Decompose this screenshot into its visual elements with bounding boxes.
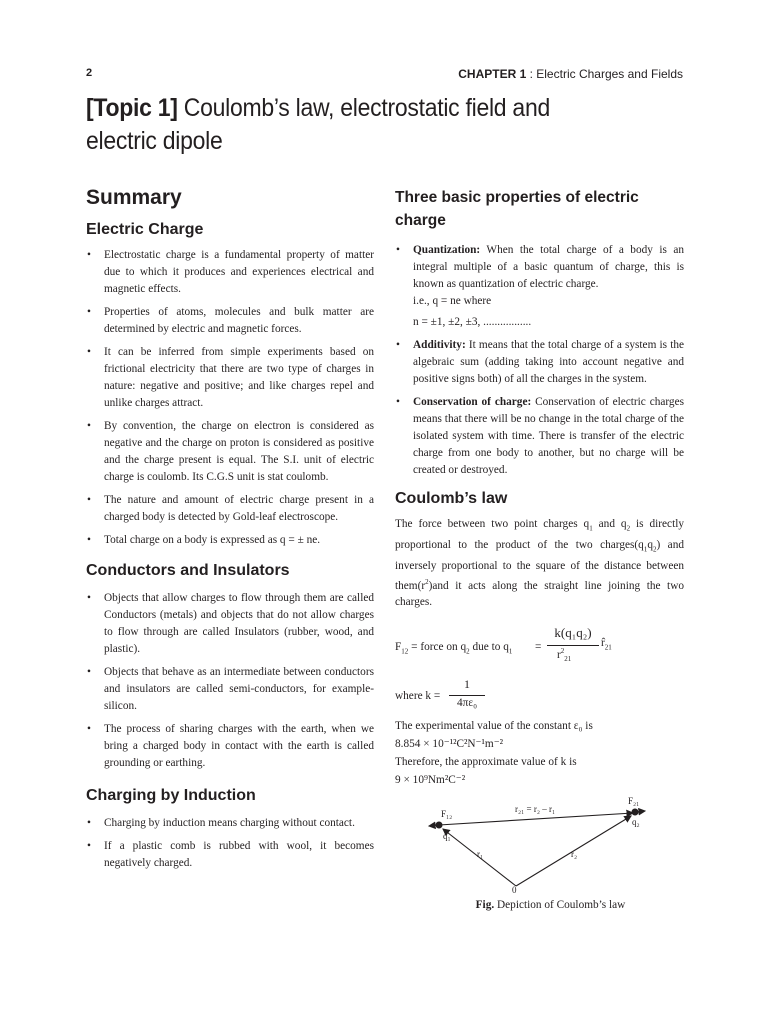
- chapter-title: Electric Charges and Fields: [536, 67, 683, 81]
- where-k: where k =: [395, 689, 441, 702]
- force-equation: [395, 625, 684, 673]
- topic-title-line2: electric dipole: [86, 127, 223, 155]
- charge-q2: [632, 808, 639, 815]
- chapter-separator: :: [526, 67, 537, 81]
- experimental-value: 8.854 × 10⁻¹²C²N⁻¹m⁻²: [395, 737, 504, 750]
- list-item: • If a plastic comb is rubbed with wool, it becomes negatively charged.: [87, 840, 374, 869]
- list-item: • Total charge on a body is expressed as q = ± ne.: [87, 534, 321, 546]
- list-item: • The nature and amount of electric charge present in a charged body is detected by Gold-leaf electroscope.: [87, 494, 374, 523]
- figure-caption: Fig. Depiction of Coulomb’s law: [475, 898, 626, 911]
- list-item: • The process of sharing charges with the earth, when we bring a charged body in contact with the earth is called grounding or earthing.: [87, 723, 374, 769]
- induction-list: [86, 815, 374, 872]
- topic-tag: [Topic 1]: [86, 94, 178, 122]
- list-item-quantization: • Quantization: When the total charge of a body is an integral multiple of a basic quantum of charge, this is known as quantization of electric charge. i.e., q = ne where n = ±1, ±2, ±3, .................: [396, 244, 684, 328]
- k-equation: [395, 677, 684, 717]
- f21-label: F₂₁: [628, 795, 640, 806]
- list-item: • Objects that behave as an intermediate between conductors and insulators are called semi-conductors, for example- silicon.: [87, 666, 374, 712]
- list-item: • By convention, the charge on electron is considered as negative and the charge on proton is considered as positive and the charge present is equal. The S.I. unit of electric charge is coulomb. Its C.G.S unit is stat coulomb.: [87, 420, 374, 483]
- list-item: • Charging by induction means charging without contact.: [87, 817, 355, 829]
- topic-title-line1: Coulomb’s law, electrostatic field and: [177, 94, 550, 122]
- charge-q1: [436, 821, 443, 828]
- experimental-value-text: The experimental value of the constant ε₀ is: [395, 719, 593, 732]
- page-number: 2: [86, 67, 93, 79]
- r21-label: r₂₁ = r₂ – r₁: [515, 803, 556, 814]
- list-item-conservation: • Conservation of charge: Conservation of electric charges means that there will be no change in the total charge of the isolated system with time. There is transfer of the electric charge from one body to another, but no charge will be created or destroyed.: [396, 396, 684, 476]
- conductors-heading: Conductors and Insulators: [86, 562, 290, 579]
- approx-value-text: Therefore, the approximate value of k is: [395, 755, 577, 768]
- properties-list: [395, 242, 684, 479]
- q1-label: q₁: [443, 830, 451, 841]
- list-item: • Objects that allow charges to flow through them are called Conductors (metals) and objects that do not allow charges to flow through are called Insulators (rubber, wood, and plastic).: [87, 592, 374, 655]
- equals-sign: =: [535, 640, 542, 653]
- chapter-label: CHAPTER 1: [458, 67, 527, 81]
- list-item-additivity: • Additivity: It means that the total charge of a system is the algebraic sum (adding taking into account negative and positive signs both) of all the charges in the system.: [396, 339, 684, 385]
- equation-numerator: k(q₁q₂): [554, 624, 592, 640]
- coulomb-figure: [395, 793, 684, 893]
- r1-label: r₁: [477, 848, 484, 859]
- running-header: [458, 67, 683, 81]
- q2-label: q₂: [632, 816, 640, 827]
- summary-heading: Summary: [86, 186, 182, 209]
- induction-heading: Charging by Induction: [86, 787, 256, 804]
- left-column: [86, 186, 374, 878]
- electric-charge-list: [86, 247, 374, 549]
- conductors-list: [86, 590, 374, 772]
- k-fraction-bar: [449, 695, 485, 696]
- origin-label: 0: [512, 884, 517, 893]
- equation-denominator: $r^2_{21}$: [557, 646, 572, 663]
- page-title: [86, 92, 638, 158]
- coulomb-intro: The force between two point charges $q_1$ and $q_2$ is directly proportional to the product of the two $charges(q_1q_2)$ and inversely proportional to the square of the distance between $them(r^2)and$ it acts along the straight line joining the two charges.: [395, 518, 684, 609]
- f12-label: F₁₂: [441, 808, 453, 819]
- coulomb-heading: Coulomb’s law: [395, 490, 508, 507]
- k-numerator: 1: [464, 676, 470, 691]
- list-item: • Properties of atoms, molecules and bulk matter are determined by electric and magnetic forces.: [87, 306, 374, 335]
- approx-value: 9 × 10⁹Nm²C⁻²: [395, 773, 466, 786]
- list-item: • Electrostatic charge is a fundamental property of matter due to which it produces and experiences electrical and magnetic effects.: [87, 249, 374, 295]
- list-item: • It can be inferred from simple experiments based on frictional electricity that there are two type of charges in nature: negative and positive; and like charges repel and unlike charges attract.: [87, 346, 374, 409]
- r21-vector: [439, 813, 633, 825]
- properties-heading: Three basic properties of electric charge: [395, 189, 639, 229]
- r2-label: r₂: [571, 848, 578, 859]
- fraction-bar: [547, 645, 599, 646]
- unit-vector: $r̂_{21}$: [601, 636, 612, 652]
- right-column: [395, 186, 684, 913]
- electric-charge-heading: Electric Charge: [86, 221, 204, 238]
- force-label: $F_{12}$ = force on $q_2$ due to $q_1$: [395, 640, 513, 656]
- k-denominator: 4πε₀: [456, 696, 478, 709]
